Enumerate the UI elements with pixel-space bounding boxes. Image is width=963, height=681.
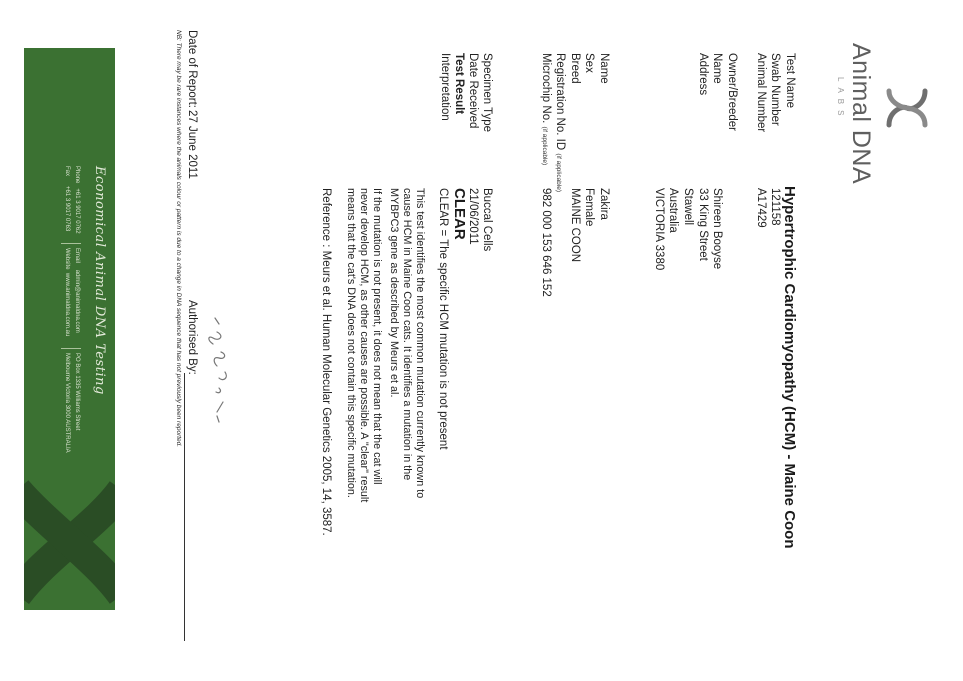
- fax-value: +61 3 9017 0763: [64, 186, 70, 232]
- test-title: Hypertrophic Cardiomyopathy (HCM) - Maine Coon: [781, 186, 798, 549]
- animal-dna-logo-icon: [883, 83, 931, 133]
- specimen-type: Buccal Cells: [481, 188, 493, 252]
- owner-name-label: Name: [711, 53, 723, 84]
- address-line: Australia: [667, 188, 679, 233]
- owner-heading: Owner/Breeder: [726, 53, 738, 131]
- owner-name: Shireen Booyse: [711, 188, 723, 270]
- date-received-label: Date Received: [467, 53, 479, 129]
- website-value[interactable]: www.animaldna.com.au: [64, 272, 70, 337]
- microchip-label-text: Microchip No.: [540, 53, 552, 124]
- explanation-paragraph-1: This test identifies the most common mutation currently known to cause HCM in Maine Coon cats. It identifies a mutation in the MYBPC3 gene as described by Meurs et al.: [388, 188, 426, 499]
- registration-label-text: Registration No. ID: [554, 53, 566, 151]
- microchip-note: (if applicable): [541, 126, 548, 166]
- breed-value: MAINE COON: [569, 188, 581, 263]
- test-result-label: Test Result: [453, 53, 465, 115]
- sex-value: Female: [583, 188, 595, 227]
- animal-name-label: Name: [598, 53, 610, 84]
- band-address-line-2: Melbourne Victoria 3000 AUSTRALIA: [64, 353, 70, 453]
- band-website: [62, 248, 71, 336]
- registration-label: [554, 53, 566, 192]
- email-label: Email: [74, 248, 80, 264]
- reference-citation: Reference : Meurs et al. Human Molecular Genetics 2005, 14, 3587.: [320, 188, 332, 536]
- test-result-value: CLEAR: [451, 188, 468, 240]
- signature-line: [184, 373, 185, 641]
- authorised-by-label: Authorised By:: [186, 300, 198, 375]
- specimen-type-label: Specimen Type: [481, 53, 493, 133]
- animal-number: A17429: [755, 188, 767, 228]
- website-label: Website: [64, 248, 70, 270]
- phone-value: +61 3 9017 0762: [74, 188, 80, 234]
- test-name-label: Test Name: [784, 53, 796, 108]
- report-date-label: Date of Report:: [186, 30, 198, 108]
- band-email: [72, 248, 81, 333]
- band-title: Economical Animal DNA Testing: [92, 166, 107, 395]
- report-date: 27 June 2011: [186, 110, 198, 179]
- interpretation-label: Interpretation: [439, 53, 451, 121]
- band-divider: [61, 348, 81, 349]
- band-fax: [62, 166, 71, 231]
- footer-note: NB: There may be rare instances where the animals colour or pattern is due to a change in DNA sequence that has not previously been reported.: [175, 30, 182, 448]
- swab-number-label: Swab Number: [769, 53, 781, 126]
- address-line: Stawell: [682, 188, 694, 226]
- address-line: VICTORIA 3380: [653, 188, 665, 271]
- fax-label: Fax: [64, 166, 70, 177]
- animal-name: Zakira: [598, 188, 610, 220]
- band-address-line-1: PO Box 1335 Williams Street: [74, 353, 80, 431]
- sex-label: Sex: [583, 53, 595, 73]
- band-x-logo-icon: [24, 470, 115, 610]
- logo-subtitle: LABS: [836, 77, 845, 122]
- band-divider: [61, 243, 81, 244]
- footer-contact-band: [24, 48, 115, 610]
- date-received: 21/06/2011: [467, 188, 479, 245]
- owner-address-label: Address: [697, 53, 709, 96]
- animal-number-label: Animal Number: [755, 53, 767, 133]
- band-phone: [72, 166, 81, 234]
- signature-scribble-icon: [195, 312, 245, 432]
- interpretation-value: CLEAR = The specific HCM mutation is not present: [437, 188, 449, 450]
- microchip-label: [540, 53, 552, 165]
- explanation-paragraph-2: If the mutation is not present, it does not mean that the cat will never develop HCM, as other causes are possible. A "clear" result means that the cat's DNA does not contain this specific mutation.: [345, 188, 383, 503]
- email-value[interactable]: admin@animaldna.com: [74, 269, 80, 333]
- microchip-value: 982 000 153 646 152: [540, 188, 552, 297]
- breed-label: Breed: [569, 53, 581, 84]
- swab-number: 121158: [769, 188, 781, 226]
- logo-name: Animal DNA: [847, 43, 875, 185]
- address-line: 33 King Street: [697, 188, 709, 261]
- registration-note: (if applicable): [555, 153, 562, 193]
- phone-label: Phone: [74, 166, 80, 184]
